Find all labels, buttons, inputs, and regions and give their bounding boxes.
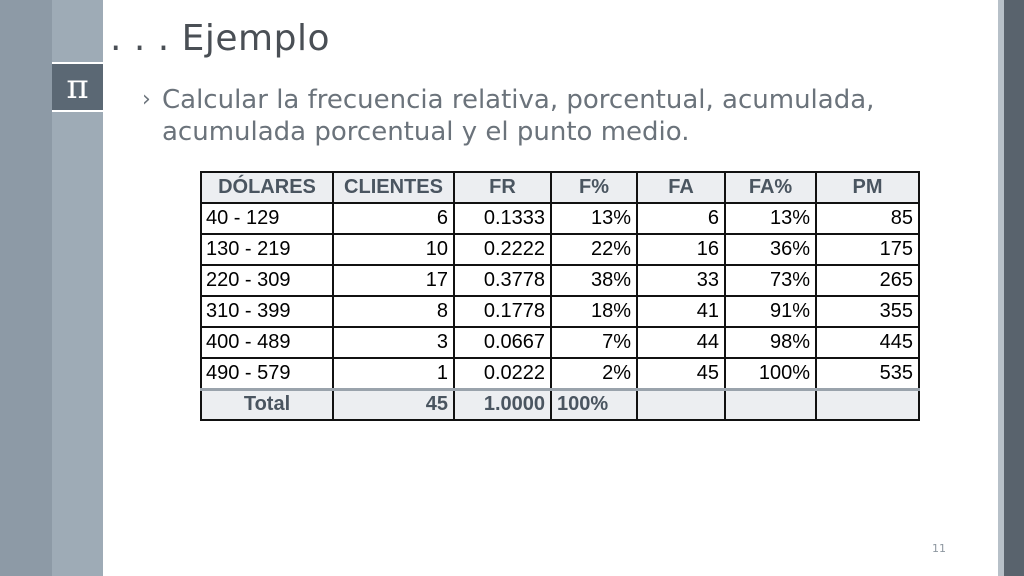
cell-range: 220 - 309	[201, 265, 333, 296]
cell-fr: 0.1333	[454, 203, 551, 234]
cell-fr: 0.0222	[454, 358, 551, 389]
cell-fa-percent: 73%	[725, 265, 816, 296]
cell-f-percent: 22%	[551, 234, 637, 265]
table-row	[201, 265, 919, 296]
cell-pm: 85	[816, 203, 919, 234]
total-fa-percent	[725, 389, 816, 420]
total-label: Total	[201, 389, 333, 420]
cell-clientes: 6	[333, 203, 454, 234]
cell-f-percent: 13%	[551, 203, 637, 234]
slide-title: . . . Ejemplo	[110, 18, 331, 59]
cell-pm: 175	[816, 234, 919, 265]
total-fr: 1.0000	[454, 389, 551, 420]
pi-icon: π	[52, 62, 103, 112]
cell-fa: 16	[637, 234, 725, 265]
cell-pm: 535	[816, 358, 919, 389]
table-row	[201, 203, 919, 234]
cell-range: 400 - 489	[201, 327, 333, 358]
page-number: 11	[932, 542, 946, 555]
header-pm: PM	[816, 172, 919, 203]
chevron-right-icon: ›	[142, 87, 151, 112]
cell-clientes: 17	[333, 265, 454, 296]
cell-fa: 41	[637, 296, 725, 327]
cell-range: 130 - 219	[201, 234, 333, 265]
header-f-percent: F%	[551, 172, 637, 203]
left-band-dark	[0, 0, 52, 576]
cell-fa-percent: 100%	[725, 358, 816, 389]
cell-fa-percent: 36%	[725, 234, 816, 265]
cell-f-percent: 7%	[551, 327, 637, 358]
cell-pm: 445	[816, 327, 919, 358]
table-row	[201, 327, 919, 358]
cell-fa: 6	[637, 203, 725, 234]
cell-clientes: 8	[333, 296, 454, 327]
header-clientes: CLIENTES	[333, 172, 454, 203]
cell-f-percent: 18%	[551, 296, 637, 327]
table-total-row	[201, 389, 919, 420]
cell-fa: 33	[637, 265, 725, 296]
cell-clientes: 10	[333, 234, 454, 265]
right-band-dark	[1004, 0, 1024, 576]
cell-fr: 0.0667	[454, 327, 551, 358]
total-fa	[637, 389, 725, 420]
total-f-percent: 100%	[551, 389, 637, 420]
frequency-table	[200, 171, 920, 421]
cell-range: 40 - 129	[201, 203, 333, 234]
cell-pm: 355	[816, 296, 919, 327]
cell-fr: 0.3778	[454, 265, 551, 296]
table-header-row	[201, 172, 919, 203]
table-row	[201, 296, 919, 327]
cell-fa-percent: 13%	[725, 203, 816, 234]
header-fa-percent: FA%	[725, 172, 816, 203]
cell-clientes: 1	[333, 358, 454, 389]
cell-range: 310 - 399	[201, 296, 333, 327]
cell-fr: 0.2222	[454, 234, 551, 265]
total-clientes: 45	[333, 389, 454, 420]
table-row	[201, 358, 919, 389]
cell-clientes: 3	[333, 327, 454, 358]
total-pm	[816, 389, 919, 420]
cell-fr: 0.1778	[454, 296, 551, 327]
cell-pm: 265	[816, 265, 919, 296]
cell-fa-percent: 91%	[725, 296, 816, 327]
header-dolares: DÓLARES	[201, 172, 333, 203]
header-fr: FR	[454, 172, 551, 203]
cell-fa-percent: 98%	[725, 327, 816, 358]
cell-fa: 45	[637, 358, 725, 389]
header-fa: FA	[637, 172, 725, 203]
bullet-text: Calcular la frecuencia relativa, porcentual, acumulada, acumulada porcentual y el punto medio.	[162, 85, 875, 147]
cell-range: 490 - 579	[201, 358, 333, 389]
cell-fa: 44	[637, 327, 725, 358]
table-row	[201, 234, 919, 265]
cell-f-percent: 2%	[551, 358, 637, 389]
cell-f-percent: 38%	[551, 265, 637, 296]
